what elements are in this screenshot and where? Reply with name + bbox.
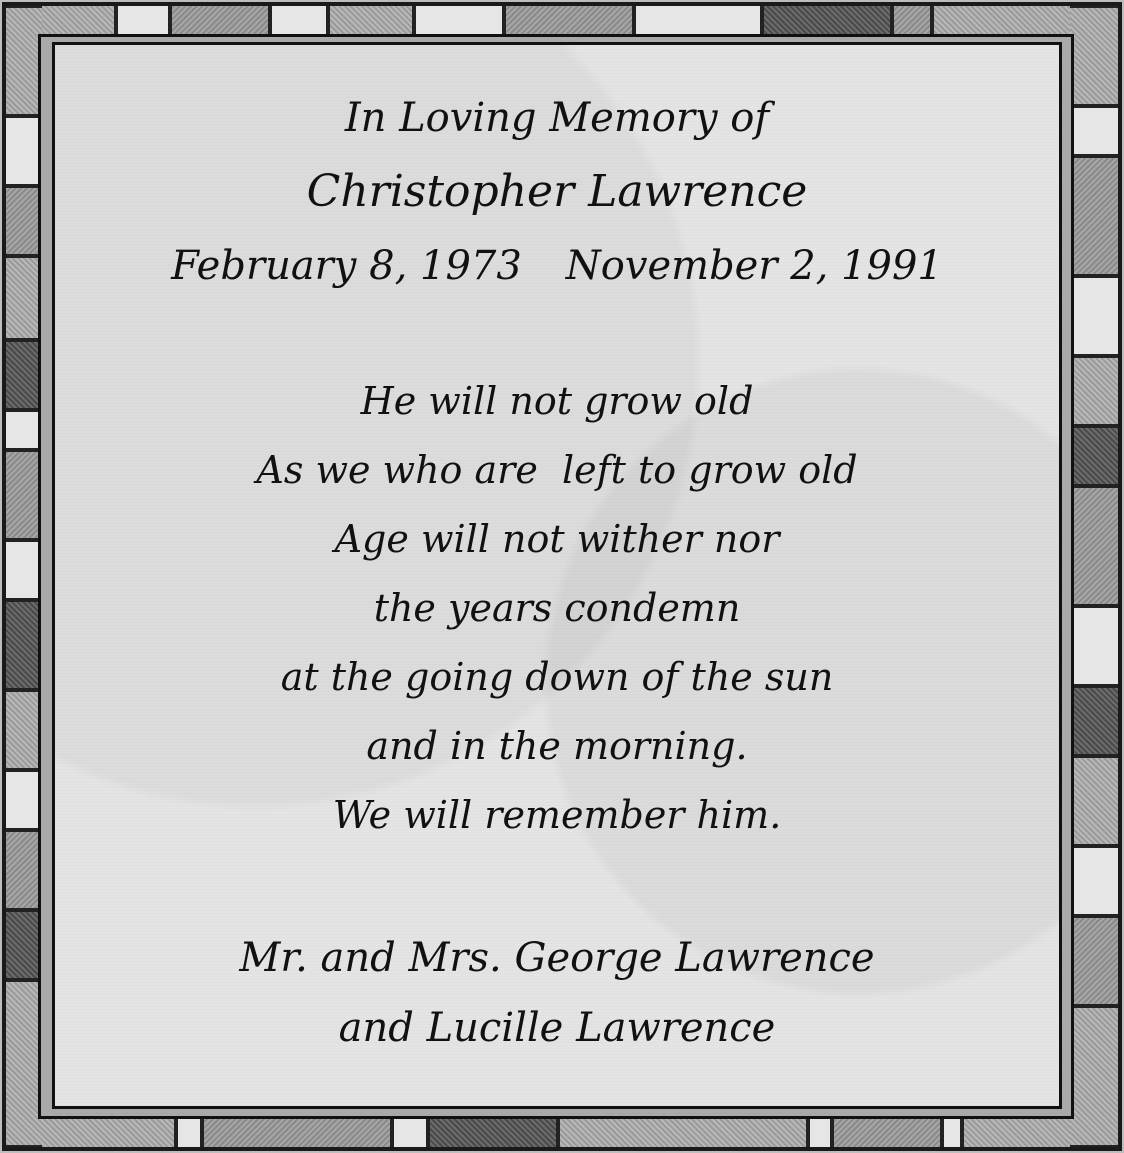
poem-line: Age will not wither nor <box>334 517 780 561</box>
birth-date: February 8, 1973 <box>171 243 522 289</box>
signoff-line: and Lucille Lawrence <box>338 1005 776 1051</box>
border-right <box>1070 6 1118 1147</box>
poem-line: at the going down of the sun <box>280 655 834 699</box>
border-bottom <box>6 1115 1118 1147</box>
memorial-heading: In Loving Memory of <box>344 95 770 141</box>
notice-header <box>55 81 1059 303</box>
poem-line: the years condemn <box>373 586 741 630</box>
memorial-poem <box>55 367 1059 850</box>
poem-line: and in the morning. <box>366 724 748 768</box>
poem-line: As we who are left to grow old <box>256 448 858 492</box>
deceased-name: Christopher Lawrence <box>306 166 808 217</box>
poem-line: He will not grow old <box>360 379 754 423</box>
notice-panel <box>52 42 1062 1109</box>
life-dates <box>55 229 1059 303</box>
signoff-line: Mr. and Mrs. George Lawrence <box>239 935 875 981</box>
border-left <box>6 6 42 1147</box>
family-signoff <box>55 923 1059 1063</box>
death-date: November 2, 1991 <box>565 243 943 289</box>
poem-line: We will remember him. <box>332 793 782 837</box>
